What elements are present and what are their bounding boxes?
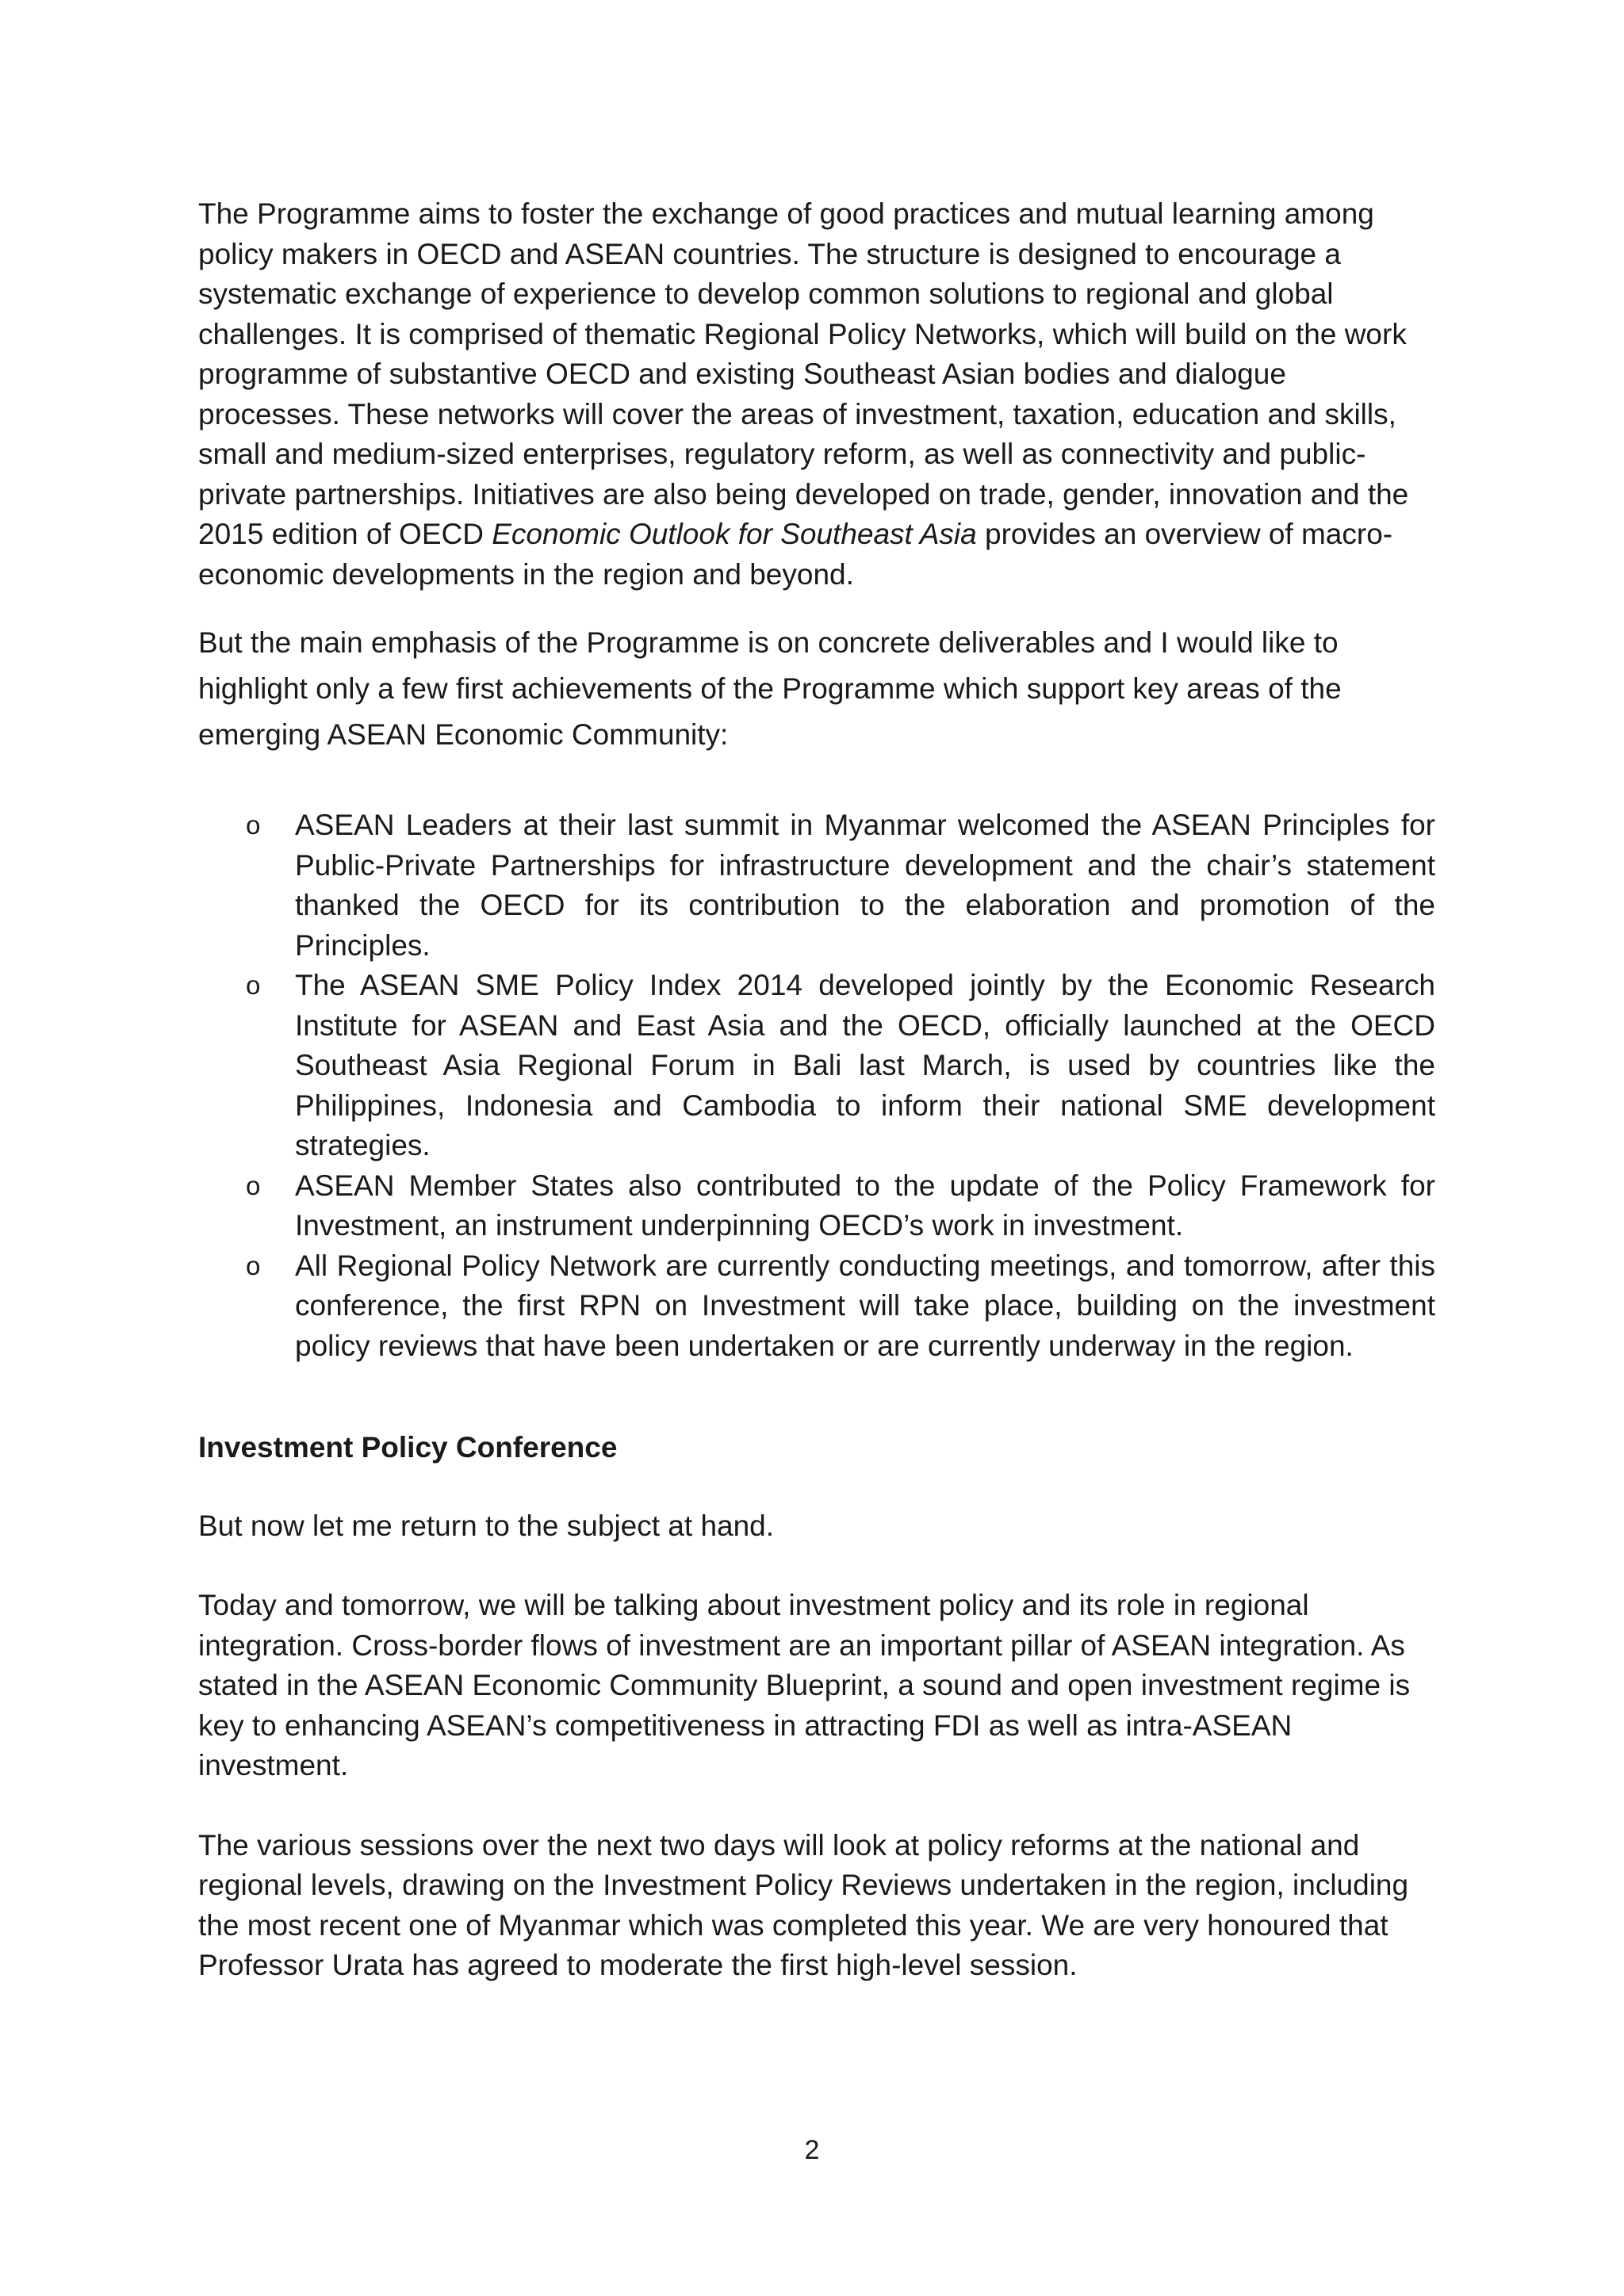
list-item-text: ASEAN Leaders at their last summit in Myanmar welcomed the ASEAN Principles for Public-Private Partnerships for infrastructure development and the chair’s statement thanked the OECD for its contribution to the elaboration and promotion of the Principles. <box>295 809 1435 962</box>
list-item-text: ASEAN Member States also contributed to the update of the Policy Framework for Investment, an instrument underpinning OECD’s work in investment. <box>295 1169 1435 1242</box>
section-heading: Investment Policy Conference <box>198 1431 618 1464</box>
list-item-text: The ASEAN SME Policy Index 2014 developed jointly by the Economic Research Institute for ASEAN and East Asia and the OECD, officially launched at the OECD Southeast Asia Regional Forum in Bali last March, is used by countries like the Philippines, Indonesia and Cambodia to inform their national SME development strategies. <box>295 969 1435 1161</box>
paragraph-programme-aims <box>198 194 1435 595</box>
achievements-list <box>198 806 1435 1366</box>
list-item <box>246 806 1435 966</box>
paragraph-programme-aims-end: provides an overview of macro-economic developments in the region and beyond. <box>198 518 1393 591</box>
bullet-marker: o <box>246 810 261 840</box>
bullet-marker: o <box>246 970 261 1000</box>
paragraph-return-subject: But now let me return to the subject at hand. <box>198 1509 775 1542</box>
list-item <box>246 1166 1435 1246</box>
list-item <box>246 1246 1435 1367</box>
page-number: 2 <box>804 2135 820 2165</box>
paragraph-sessions: The various sessions over the next two days will look at policy reforms at the national and regional levels, drawing on the Investment Policy Reviews undertaken in the region, including the most recent one of Myanmar which was completed this year. We are very honoured that Professor Urata has agreed to moderate the first high-level session. <box>198 1828 1409 1981</box>
bullet-marker: o <box>246 1170 261 1200</box>
publication-title: Economic Outlook for Southeast Asia <box>492 518 977 550</box>
paragraph-programme-aims-text: The Programme aims to foster the exchange of good practices and mutual learning among policy makers in OECD and ASEAN countries. The structure is designed to encourage a systematic exchange of experience to develop common solutions to regional and global challenges. It is comprised of thematic Regional Policy Networks, which will build on the work programme of substantive OECD and existing Southeast Asian bodies and dialogue processes. These networks will cover the areas of investment, taxation, education and skills, small and medium-sized enterprises, regulatory reform, as well as connectivity and public-private partnerships. Initiatives are also being developed on trade, gender, innovation and the 2015 edition of OECD <box>198 197 1409 550</box>
document-page <box>198 194 1435 1986</box>
paragraph-main-emphasis: But the main emphasis of the Programme is on concrete deliverables and I would like to highlight only a few first achievements of the Programme which support key areas of the emerging ASEAN Economic Community: <box>198 626 1342 751</box>
paragraph-investment-policy: Today and tomorrow, we will be talking about investment policy and its role in regional integration. Cross-border flows of investment are an important pillar of ASEAN integration. As stated in the ASEAN Economic Community Blueprint, a sound and open investment regime is key to enhancing ASEAN’s competitiveness in attracting FDI as well as intra-ASEAN investment. <box>198 1589 1411 1781</box>
list-item-text: All Regional Policy Network are currently conducting meetings, and tomorrow, after this conference, the first RPN on Investment will take place, building on the investment policy reviews that have been undertaken or are currently underway in the region. <box>295 1249 1435 1362</box>
list-item <box>246 966 1435 1166</box>
bullet-marker: o <box>246 1250 261 1280</box>
